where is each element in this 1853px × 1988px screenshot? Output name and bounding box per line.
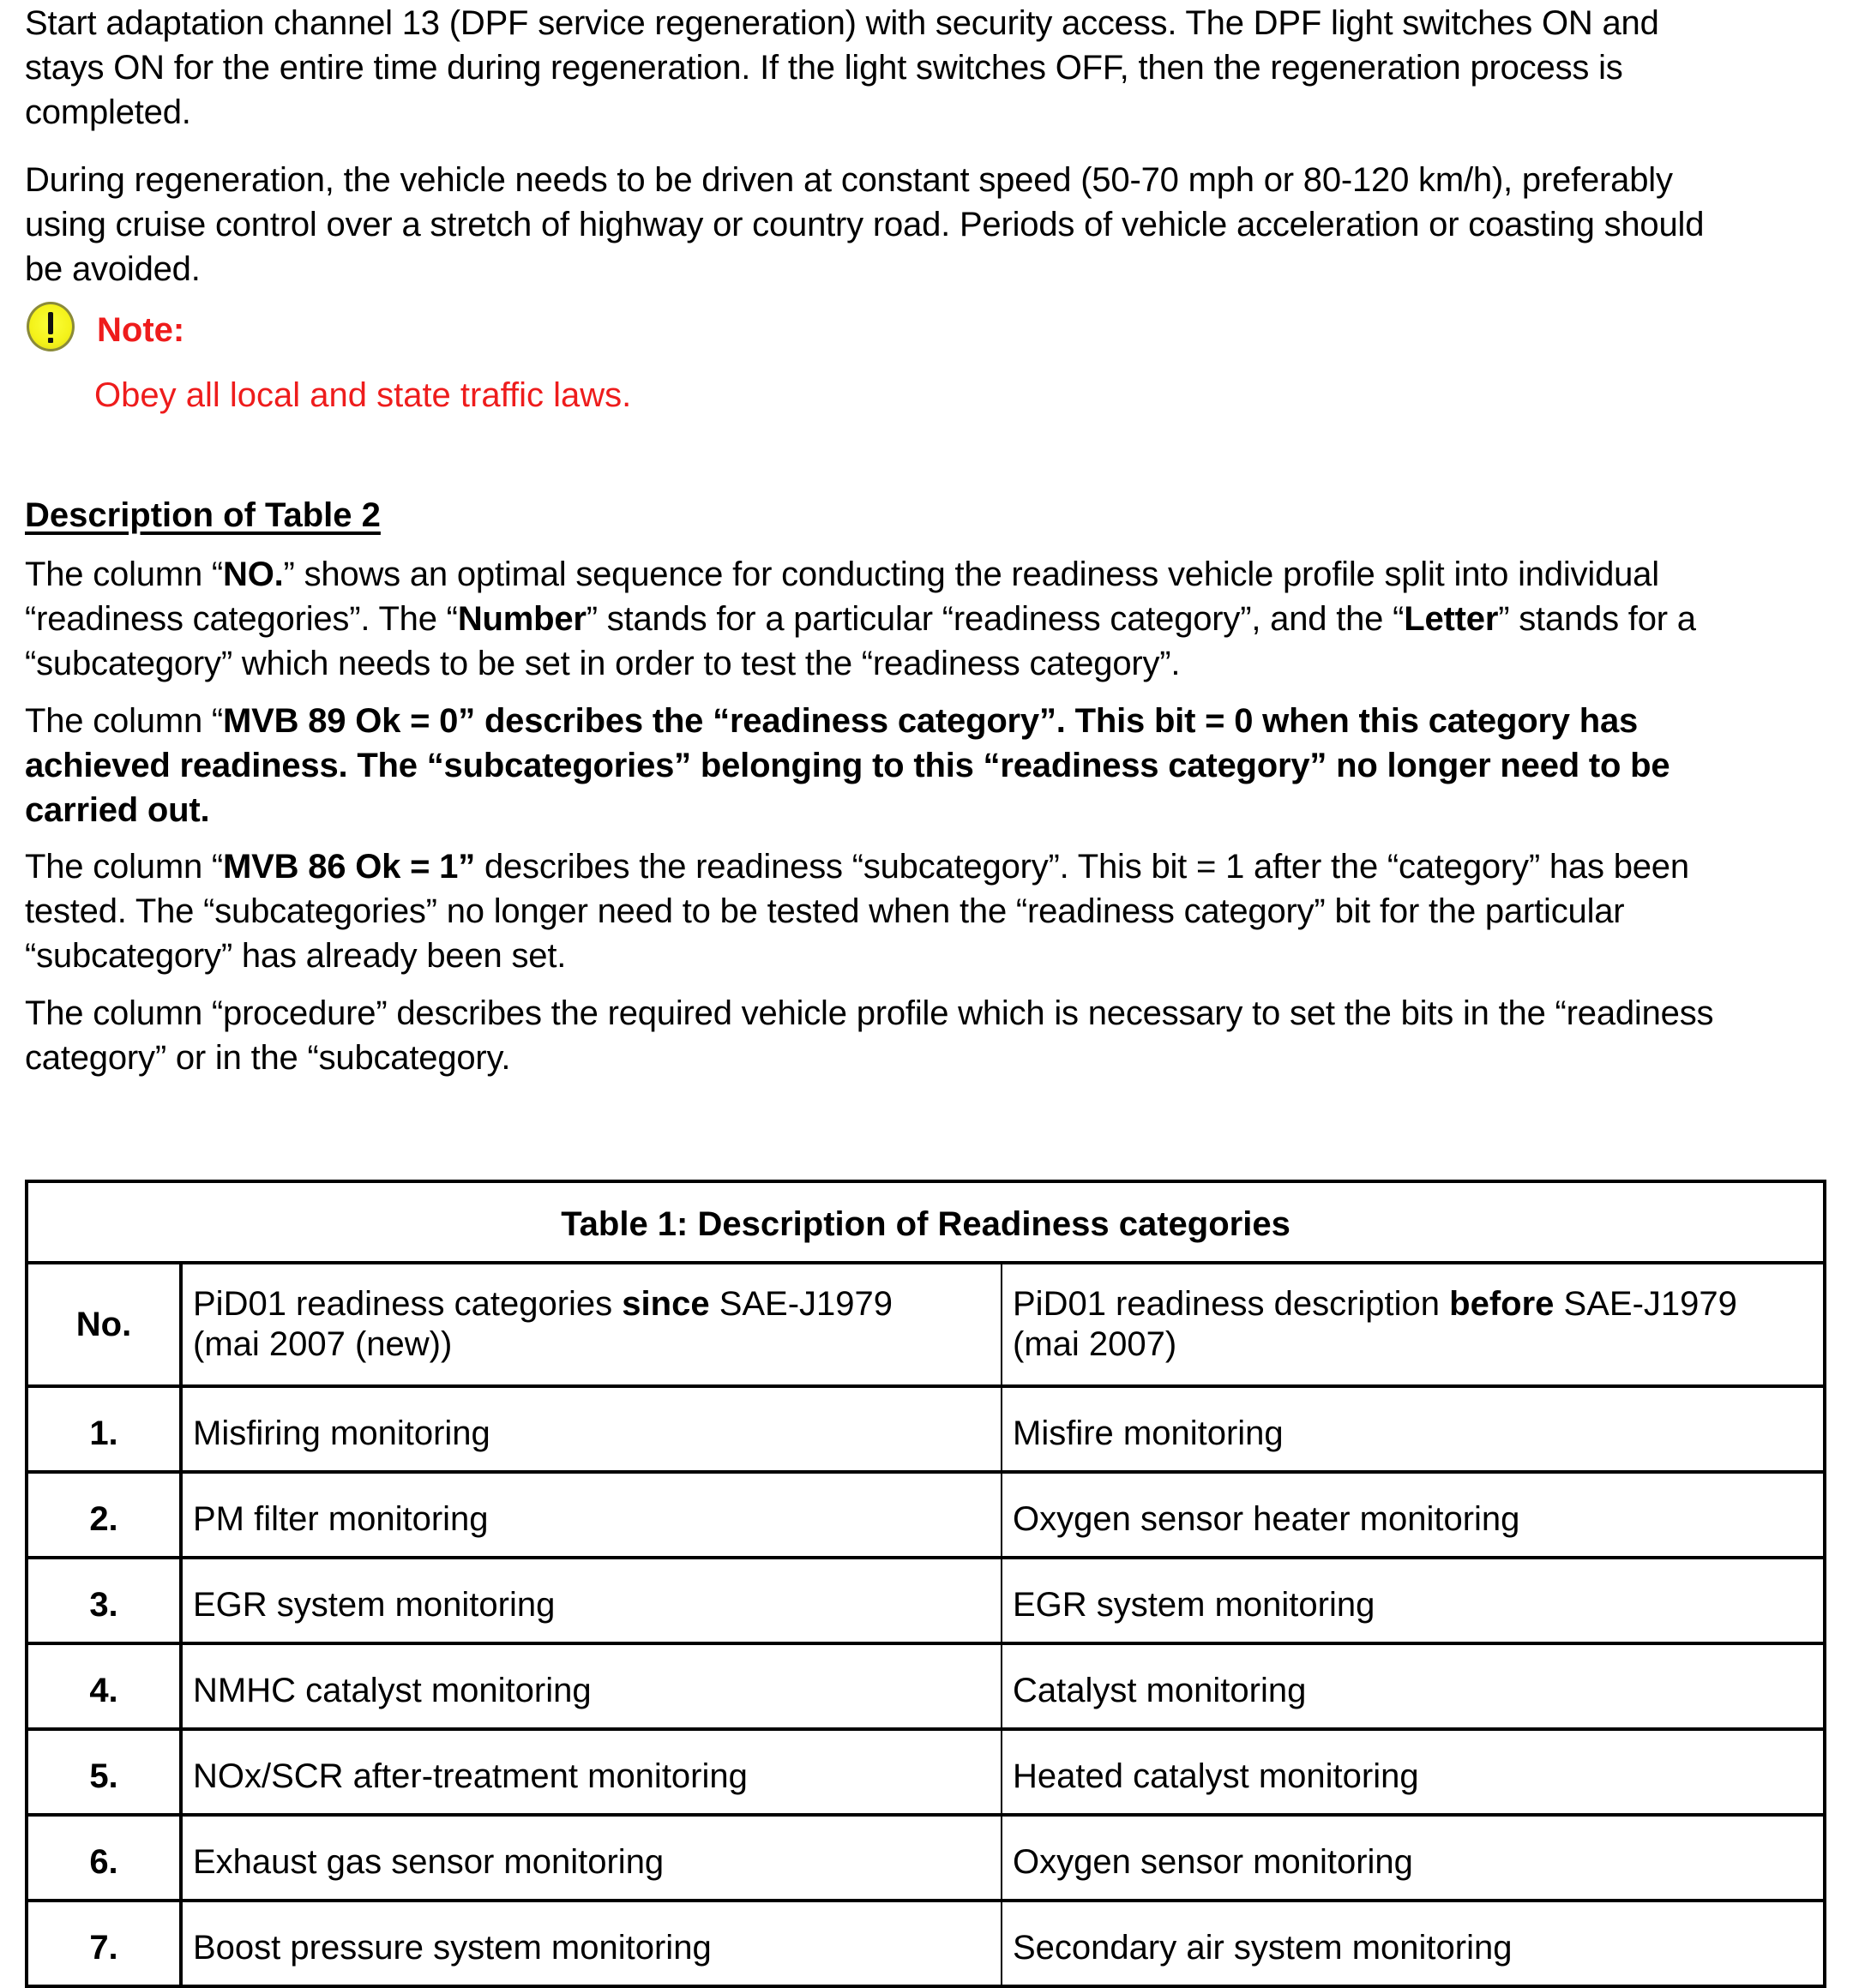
text-line <box>25 844 1834 889</box>
text-line: be avoided. <box>25 250 201 288</box>
bold-term: since <box>622 1285 710 1323</box>
row-number: 3. <box>27 1558 181 1643</box>
text-line: category” or in the “subcategory. <box>25 1039 511 1077</box>
bold-term: MVB 86 Ok = 1” <box>223 848 476 886</box>
section-heading: Description of Table 2 <box>25 496 381 534</box>
text-line: achieved readiness. The “subcategories” belonging to this “readiness category” no longer need to be <box>25 747 1670 784</box>
cell-before: Secondary air system monitoring <box>1002 1901 1825 1986</box>
text: ” stands for a particular “readiness category”, and the “ <box>586 600 1405 638</box>
text-line: carried out. <box>25 791 210 829</box>
header-before <box>1002 1263 1825 1386</box>
row-number: 1. <box>27 1386 181 1472</box>
intro-paragraph-2 <box>25 158 1834 291</box>
table-row <box>27 1558 1825 1643</box>
text: “readiness categories”. The “ <box>25 600 458 638</box>
text-line <box>25 699 1834 743</box>
text-line <box>25 597 1834 641</box>
text: The column “ <box>25 556 224 593</box>
exclamation-dot <box>48 338 53 343</box>
table-title: Table 1: Description of Readiness categories <box>27 1181 1825 1263</box>
bold-term: Number <box>457 600 587 638</box>
text-line: “subcategory” which needs to be set in order to test the “readiness category”. <box>25 645 1181 682</box>
text: PiD01 readiness categories <box>193 1285 623 1323</box>
bold-term: NO. <box>223 556 284 593</box>
bold-term: before <box>1449 1285 1555 1323</box>
text: (mai 2007) <box>1013 1325 1177 1363</box>
cell-before: Oxygen sensor monitoring <box>1002 1815 1825 1901</box>
description-paragraph-mvb86 <box>25 844 1834 978</box>
description-paragraph-procedure <box>25 991 1834 1080</box>
cell-since: NOx/SCR after-treatment monitoring <box>181 1729 1002 1815</box>
cell-since: Exhaust gas sensor monitoring <box>181 1815 1002 1901</box>
text-line: using cruise control over a stretch of highway or country road. Periods of vehicle acceleration or coasting should <box>25 206 1705 243</box>
cell-before: Heated catalyst monitoring <box>1002 1729 1825 1815</box>
intro-paragraph-1 <box>25 1 1834 135</box>
header-no: No. <box>27 1263 181 1386</box>
note-text: Obey all local and state traffic laws. <box>94 376 632 414</box>
text: ” shows an optimal sequence for conducting the readiness vehicle profile split into individual <box>283 556 1659 593</box>
text-line <box>25 552 1834 597</box>
row-number: 5. <box>27 1729 181 1815</box>
bold-text: MVB 89 Ok = 0” describes the “readiness category”. This bit = 0 when this category has <box>223 702 1639 740</box>
table-header-row <box>27 1263 1825 1386</box>
table-title-row <box>27 1181 1825 1263</box>
header-since <box>181 1263 1002 1386</box>
warning-exclamation-icon <box>27 302 75 351</box>
text-line: The column “procedure” describes the required vehicle profile which is necessary to set the bits in the “readiness <box>25 994 1714 1032</box>
cell-since: NMHC catalyst monitoring <box>181 1643 1002 1729</box>
table-row <box>27 1901 1825 1986</box>
text: ” stands for a <box>1498 600 1696 638</box>
cell-before: Catalyst monitoring <box>1002 1643 1825 1729</box>
cell-since: PM filter monitoring <box>181 1472 1002 1558</box>
text: The column “ <box>25 702 224 740</box>
text: (mai 2007 (new)) <box>193 1325 453 1363</box>
row-number: 4. <box>27 1643 181 1729</box>
text-line: “subcategory” has already been set. <box>25 937 567 975</box>
exclamation-bar <box>48 312 53 334</box>
readiness-categories-table <box>25 1180 1826 1988</box>
table-row <box>27 1643 1825 1729</box>
text: PiD01 readiness description <box>1013 1285 1450 1323</box>
row-number: 7. <box>27 1901 181 1986</box>
row-number: 2. <box>27 1472 181 1558</box>
row-number: 6. <box>27 1815 181 1901</box>
cell-before: Misfire monitoring <box>1002 1386 1825 1472</box>
text: The column “ <box>25 848 224 886</box>
cell-before: Oxygen sensor heater monitoring <box>1002 1472 1825 1558</box>
table-row <box>27 1729 1825 1815</box>
cell-since: EGR system monitoring <box>181 1558 1002 1643</box>
table-row <box>27 1815 1825 1901</box>
cell-since: Misfiring monitoring <box>181 1386 1002 1472</box>
text: SAE-J1979 <box>709 1285 893 1323</box>
text: SAE-J1979 <box>1554 1285 1737 1323</box>
description-paragraph-no-column <box>25 552 1834 686</box>
bold-term: Letter <box>1404 600 1499 638</box>
text-line: stays ON for the entire time during regeneration. If the light switches OFF, then the regeneration process is <box>25 49 1623 87</box>
note-label: Note: <box>97 311 185 349</box>
description-paragraph-mvb89 <box>25 699 1834 832</box>
table-row <box>27 1386 1825 1472</box>
text-line: tested. The “subcategories” no longer need to be tested when the “readiness category” bit for the particular <box>25 892 1625 930</box>
table-row <box>27 1472 1825 1558</box>
cell-since: Boost pressure system monitoring <box>181 1901 1002 1986</box>
text-line: During regeneration, the vehicle needs to be driven at constant speed (50-70 mph or 80-120 km/h), preferably <box>25 161 1673 199</box>
text-line: Start adaptation channel 13 (DPF service regeneration) with security access. The DPF light switches ON and <box>25 4 1659 42</box>
text: describes the readiness “subcategory”. This bit = 1 after the “category” has been <box>475 848 1689 886</box>
cell-before: EGR system monitoring <box>1002 1558 1825 1643</box>
text-line: completed. <box>25 93 191 131</box>
